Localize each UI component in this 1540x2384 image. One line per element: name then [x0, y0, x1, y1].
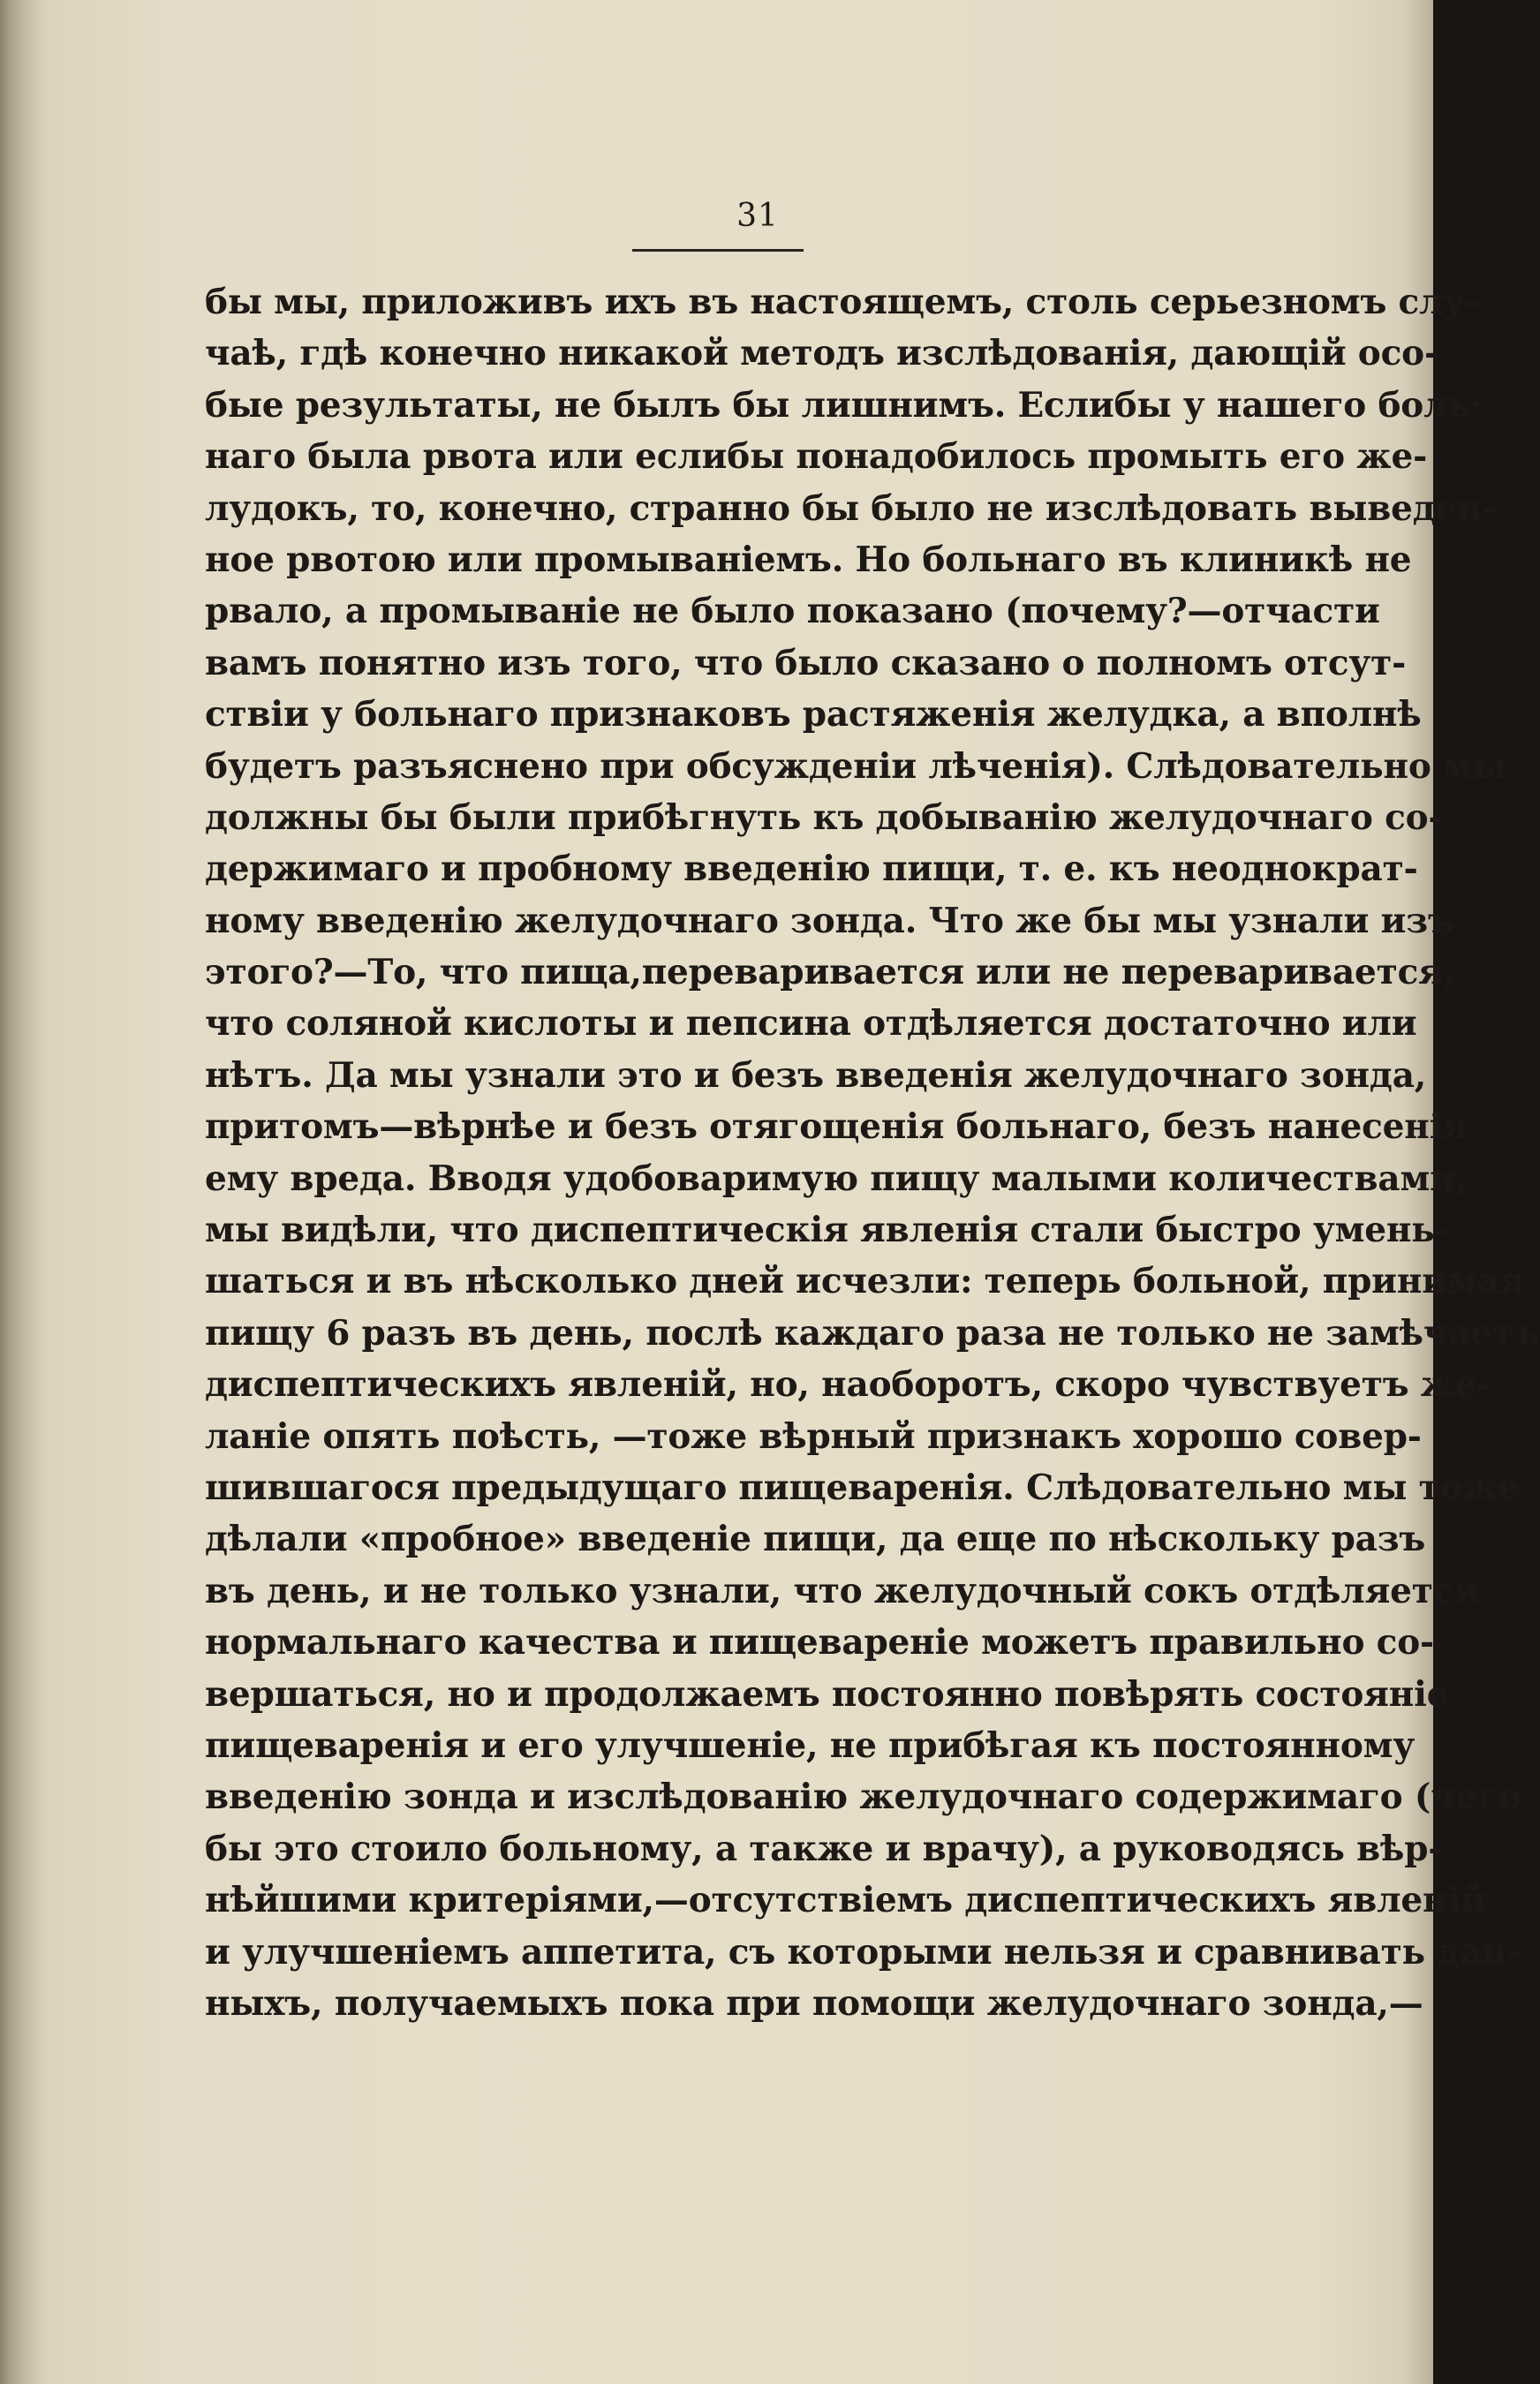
book-page: [42, 0, 1540, 2384]
text-line: этого?—То, что пища,переваривается или не переваривается,: [205, 952, 1456, 993]
text-line: притомъ—вѣрнѣе и безъ отягощенія больнаго, безъ нанесенія: [205, 1106, 1468, 1148]
text-line: нѣйшими критеріями,—отсутствіемъ диспептическихъ явленій: [205, 1880, 1486, 1921]
text-line: шившагося предыдущаго пищеваренія. Слѣдовательно мы тоже: [205, 1467, 1520, 1508]
text-line: лудокъ, то, конечно, странно бы было не изслѣдовать выведен-: [205, 487, 1497, 529]
text-line: бые результаты, не былъ бы лишнимъ. Еслибы у нашего боль·: [205, 384, 1483, 426]
text-line: вершаться, но и продолжаемъ постоянно повѣрять состояніе: [205, 1673, 1449, 1715]
body-text: [205, 276, 1540, 2029]
text-line: шаться и въ нѣсколько дней исчезли: теперь больной, принимая: [205, 1261, 1525, 1302]
text-line: что соляной кислоты и пепсина отдѣляется достаточно или: [205, 1003, 1417, 1045]
text-line: введенію зонда и изслѣдованію желудочнаго содержимаго (чего: [205, 1777, 1521, 1818]
text-line: наго была рвота или еслибы понадобилось промыть его же-: [205, 436, 1428, 478]
text-line: пищу 6 разъ въ день, послѣ каждаго раза не только не замѣчаетъ: [205, 1312, 1540, 1354]
text-line: держимаго и пробному введенію пищи, т. е. къ неоднократ-: [205, 849, 1418, 890]
text-line: ствіи у больнаго признаковъ растяженія желудка, а вполнѣ: [205, 694, 1422, 736]
text-line: нормальнаго качества и пищевареніе можетъ правильно со-: [205, 1622, 1434, 1664]
text-line: пищеваренія и его улучшеніе, не прибѣгая къ постоянному: [205, 1724, 1415, 1766]
text-line: рвало, а промываніе не было показано (почему?—отчасти: [205, 591, 1380, 632]
text-line: въ день, и не только узнали, что желудочный сокъ отдѣляется: [205, 1570, 1479, 1611]
text-line: бы мы, приложивъ ихъ въ настоящемъ, столь серьезномъ слу-: [205, 282, 1480, 322]
text-line: вамъ понятно изъ того, что было сказано о полномъ отсут-: [205, 642, 1407, 683]
page-number-rule: [632, 249, 804, 252]
text-line: дѣлали «пробное» введеніе пищи, да еще по нѣскольку разъ: [205, 1519, 1426, 1560]
page-number: 31: [736, 198, 779, 234]
text-line: и улучшеніемъ аппетита, съ которыми нельзя и сравнивать дан-: [205, 1931, 1521, 1973]
book-gutter-shadow: [0, 0, 41, 2384]
text-line: диспептическихъ явленій, но, наоборотъ, скоро чувствуетъ же-: [205, 1364, 1491, 1406]
text-line: нѣтъ. Да мы узнали это и безъ введенія желудочнаго зонда,: [205, 1054, 1427, 1096]
text-line: должны бы были прибѣгнуть къ добыванію желудочнаго со-: [205, 796, 1443, 838]
text-line: ему вреда. Вводя удобоваримую пищу малыми количествами,: [205, 1158, 1468, 1199]
text-line: чаѣ, гдѣ конечно никакой методъ изслѣдованія, дающій осо-: [205, 333, 1438, 374]
text-line: мы видѣли, что диспептическія явленія стали быстро умень-: [205, 1210, 1449, 1251]
text-line: бы это стоило больному, а также и врачу), а руководясь вѣр-: [205, 1828, 1443, 1869]
text-line: ному введенію желудочнаго зонда. Что же бы мы узнали изъ: [205, 900, 1454, 941]
text-line: ное рвотою или промываніемъ. Но больнаго въ клиникѣ не: [205, 539, 1412, 580]
text-line: ныхъ, получаемыхъ пока при помощи желудочнаго зонда,—: [205, 1982, 1423, 2024]
text-line: будетъ разъяснено при обсужденіи лѣченія). Слѣдовательно мы: [205, 745, 1507, 787]
text-line: ланіе опять поѣсть, —тоже вѣрный признакъ хорошо совер-: [205, 1415, 1422, 1457]
